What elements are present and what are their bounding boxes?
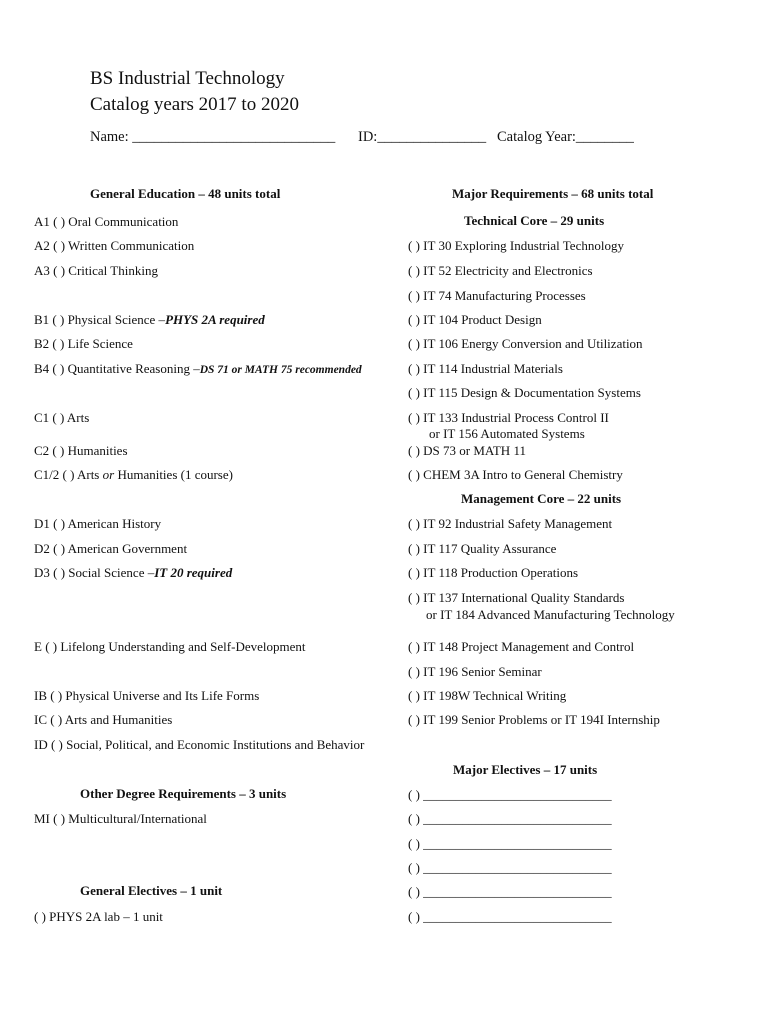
tech-core-item: ( ) IT 30 Exploring Industrial Technology bbox=[408, 238, 624, 253]
ge-d2: D2 ( ) American Government bbox=[34, 541, 188, 556]
tech-core-item: ( ) IT 115 Design & Documentation Systems bbox=[408, 385, 641, 400]
mgmt-core-item: ( ) IT 92 Industrial Safety Management bbox=[408, 516, 613, 531]
tech-core-it133: ( ) IT 133 Industrial Process Control II bbox=[408, 410, 609, 425]
major-elective-line[interactable]: ( ) _____________________________ bbox=[408, 909, 612, 924]
tech-core-item: ( ) IT 104 Product Design bbox=[408, 312, 542, 327]
ge-c1: C1 ( ) Arts bbox=[34, 410, 90, 425]
tech-core-item: ( ) IT 52 Electricity and Electronics bbox=[408, 263, 593, 278]
ge-a3: A3 ( ) Critical Thinking bbox=[34, 263, 158, 278]
name-field[interactable]: Name: ____________________________ bbox=[90, 129, 336, 145]
mgmt-core-it184: or IT 184 Advanced Manufacturing Technology bbox=[426, 607, 675, 622]
tech-core-it156: or IT 156 Automated Systems bbox=[429, 426, 585, 441]
id-field[interactable]: ID:_______________ bbox=[358, 129, 487, 145]
tech-core-chem: ( ) CHEM 3A Intro to General Chemistry bbox=[408, 467, 623, 482]
ge-id: ID ( ) Social, Political, and Economic Institutions and Behavior bbox=[34, 737, 365, 752]
catalog-years: Catalog years 2017 to 2020 bbox=[90, 94, 299, 115]
ge-c2: C2 ( ) Humanities bbox=[34, 443, 128, 458]
ge-ib: IB ( ) Physical Universe and Its Life Forms bbox=[34, 688, 260, 703]
tech-core-item: ( ) IT 74 Manufacturing Processes bbox=[408, 288, 586, 303]
mgmt-core-item: ( ) IT 198W Technical Writing bbox=[408, 688, 567, 703]
tech-core-item: ( ) IT 114 Industrial Materials bbox=[408, 361, 563, 376]
ge-b2: B2 ( ) Life Science bbox=[34, 336, 133, 351]
general-electives-header: General Electives – 1 unit bbox=[80, 883, 223, 898]
mgmt-core-item: ( ) IT 148 Project Management and Control bbox=[408, 639, 635, 654]
catalog-year-field[interactable]: Catalog Year:________ bbox=[497, 129, 634, 145]
tech-core-item: ( ) IT 106 Energy Conversion and Utilization bbox=[408, 336, 643, 351]
major-requirements-header: Major Requirements – 68 units total bbox=[452, 186, 654, 201]
mgmt-core-item: ( ) IT 199 Senior Problems or IT 194I Internship bbox=[408, 712, 660, 727]
ge-c12: C1/2 ( ) Arts or Humanities (1 course) bbox=[34, 467, 233, 482]
ge-a2: A2 ( ) Written Communication bbox=[34, 238, 195, 253]
ge-d1: D1 ( ) American History bbox=[34, 516, 162, 531]
ge-ic: IC ( ) Arts and Humanities bbox=[34, 712, 173, 727]
technical-core-header: Technical Core – 29 units bbox=[464, 213, 605, 228]
mgmt-core-item: ( ) IT 118 Production Operations bbox=[408, 565, 579, 580]
mgmt-core-it137: ( ) IT 137 International Quality Standards bbox=[408, 590, 625, 605]
ge-e: E ( ) Lifelong Understanding and Self-Development bbox=[34, 639, 306, 654]
major-electives-header: Major Electives – 17 units bbox=[453, 762, 598, 777]
major-elective-line[interactable]: ( ) _____________________________ bbox=[408, 787, 612, 802]
ge-d3: D3 ( ) Social Science –IT 20 required bbox=[34, 565, 233, 580]
odr-mi: MI ( ) Multicultural/International bbox=[34, 811, 207, 826]
ge-b1: B1 ( ) Physical Science –PHYS 2A required bbox=[34, 312, 265, 327]
management-core-header: Management Core – 22 units bbox=[461, 491, 622, 506]
ge-b4: B4 ( ) Quantitative Reasoning –DS 71 or MATH 75 recommended bbox=[34, 361, 362, 376]
major-elective-line[interactable]: ( ) _____________________________ bbox=[408, 811, 612, 826]
major-elective-line[interactable]: ( ) _____________________________ bbox=[408, 860, 612, 875]
mgmt-core-item: ( ) IT 117 Quality Assurance bbox=[408, 541, 557, 556]
page-title: BS Industrial Technology bbox=[90, 68, 285, 89]
gel-phys-lab: ( ) PHYS 2A lab – 1 unit bbox=[34, 909, 163, 924]
major-elective-line[interactable]: ( ) _____________________________ bbox=[408, 836, 612, 851]
tech-core-ds73: ( ) DS 73 or MATH 11 bbox=[408, 443, 526, 458]
general-education-header: General Education – 48 units total bbox=[90, 186, 281, 201]
major-elective-line[interactable]: ( ) _____________________________ bbox=[408, 884, 612, 899]
ge-a1: A1 ( ) Oral Communication bbox=[34, 214, 179, 229]
mgmt-core-item: ( ) IT 196 Senior Seminar bbox=[408, 664, 542, 679]
other-degree-requirements-header: Other Degree Requirements – 3 units bbox=[80, 786, 287, 801]
